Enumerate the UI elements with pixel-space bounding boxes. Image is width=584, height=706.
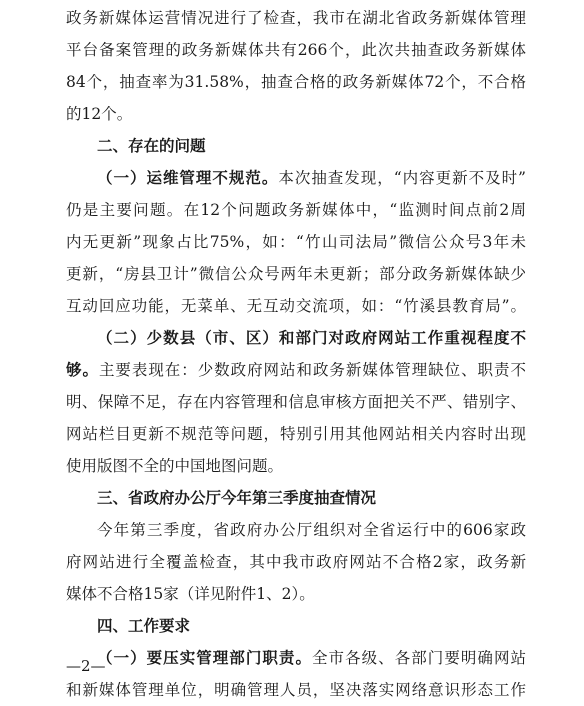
body-text: 本次抽查发现，“内容更新不及时” <box>278 169 526 187</box>
subsection-4-line <box>66 642 526 674</box>
section-heading-requirements: 四、工作要求 <box>97 617 191 635</box>
subsection-2-title: （二）少数县（市、区）和部门对政府网站工作重视程度不 <box>97 329 526 347</box>
subsection-2-title-end: 够。 <box>66 361 99 379</box>
body-line: 的12个。 <box>66 105 133 123</box>
body-line: 今年第三季度，省政府办公厅组织对全省运行中的606家政 <box>97 521 526 539</box>
body-text: 全市各级、各部门要明确网站 <box>312 649 526 667</box>
body-text: 主要表现在：少数政府网站和政务新媒体管理缺位、职责不 <box>98 361 526 379</box>
document-body <box>66 0 526 706</box>
body-line: 内无更新”现象占比75%，如：“竹山司法局”微信公众号3年未 <box>66 233 526 251</box>
body-line: 仍是主要问题。在12个问题政务新媒体中，“监测时间点前2周 <box>66 201 526 219</box>
section-heading-q3-inspection: 三、省政府办公厅今年第三季度抽查情况 <box>97 489 377 507</box>
section-heading-problems: 二、存在的问题 <box>97 137 206 155</box>
subsection-4-title: （一）要压实管理部门职责。 <box>97 649 313 667</box>
body-line: 明、保障不足，存在内容管理和信息审核方面把关不严、错别字、 <box>66 393 526 411</box>
subsection-1-line <box>66 162 526 194</box>
body-line: 84个，抽查率为31.58%，抽查合格的政务新媒体72个，不合格 <box>66 73 526 91</box>
subsection-2-line <box>66 354 526 386</box>
body-line: 府网站进行全覆盖检查，其中我市政府网站不合格2家，政务新 <box>66 553 526 571</box>
body-line: 和新媒体管理单位，明确管理人员，坚决落实网络意识形态工作 <box>66 681 526 699</box>
body-line: 网站栏目更新不规范等问题，特别引用其他网站相关内容时出现 <box>66 425 526 443</box>
page-number: —2— <box>66 657 106 675</box>
body-line: 互动回应功能，无菜单、无互动交流项，如：“竹溪县教育局”。 <box>66 297 526 315</box>
body-line: 媒体不合格15家（详见附件1、2）。 <box>66 585 315 603</box>
body-line: 使用版图不全的中国地图问题。 <box>66 457 284 475</box>
body-line: 政务新媒体运营情况进行了检查，我市在湖北省政务新媒体管理 <box>66 9 526 27</box>
body-line: 更新，“房县卫计”微信公众号两年未更新；部分政务新媒体缺少 <box>66 265 526 283</box>
subsection-1-title: （一）运维管理不规范。 <box>97 169 279 187</box>
body-line: 平台备案管理的政务新媒体共有266个，此次共抽查政务新媒体 <box>66 41 526 59</box>
